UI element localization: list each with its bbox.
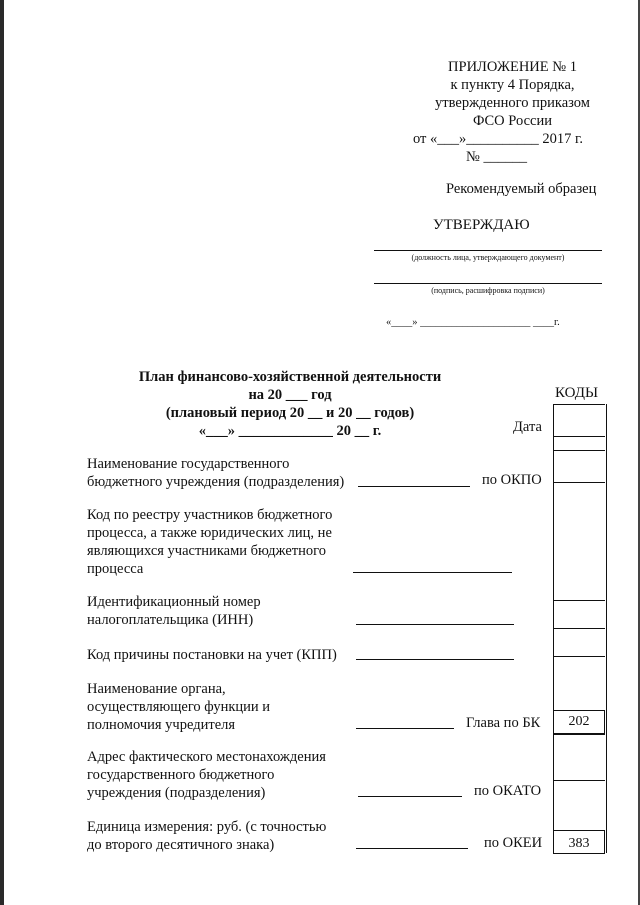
codes-header: КОДЫ — [555, 385, 599, 401]
organ-label: Наименование органа, — [87, 681, 226, 697]
approve-title: УТВЕРЖДАЮ — [433, 217, 530, 233]
address-label: учреждения (подразделения) — [87, 785, 266, 801]
plan-title: План финансово-хозяйственной деятельности — [138, 369, 442, 385]
plan-year: на 20 ___ год — [248, 387, 332, 403]
plan-date: «___» _____________ 20 __ г. — [198, 423, 382, 439]
okei-code-value: 383 — [553, 830, 605, 854]
address-label: государственного бюджетного — [87, 767, 275, 783]
codes-rule — [553, 450, 605, 451]
registry-label: являющихся участниками бюджетного — [87, 543, 326, 559]
registry-label: процесса, а также юридических лиц, не — [87, 525, 332, 541]
codes-rule — [553, 656, 605, 657]
unit-label: Единица измерения: руб. (с точностью — [87, 819, 327, 835]
registry-input-line[interactable] — [353, 572, 512, 573]
codes-rule — [553, 780, 605, 781]
appendix-date: от «___»__________ 2017 г. — [413, 131, 583, 147]
codes-rule — [553, 436, 605, 437]
page-left-edge — [0, 0, 4, 905]
inn-label: налогоплательщика (ИНН) — [87, 612, 254, 628]
org-name-input-line[interactable] — [358, 486, 470, 487]
codes-rule — [553, 628, 605, 629]
org-name-label: Наименование государственного — [87, 456, 290, 472]
okato-label: по ОКАТО — [474, 783, 542, 799]
plan-period: (плановый период 20 __ и 20 __ годов) — [165, 405, 415, 421]
organ-label: полномочия учредителя — [87, 717, 236, 733]
codes-rule — [553, 734, 605, 735]
signature-caption: (подпись, расшифровка подписи) — [431, 286, 545, 295]
kpp-input-line[interactable] — [356, 659, 514, 660]
appendix-line: утвержденного приказом — [435, 95, 590, 111]
org-name-label: бюджетного учреждения (подразделения) — [87, 474, 345, 490]
appendix-title: ПРИЛОЖЕНИЕ № 1 — [448, 59, 577, 75]
codes-rule — [553, 600, 605, 601]
sample-label: Рекомендуемый образец — [446, 181, 597, 197]
appendix-number: № ______ — [466, 149, 527, 165]
registry-label: Код по реестру участников бюджетного — [87, 507, 333, 523]
address-input-line[interactable] — [358, 796, 462, 797]
glava-label: Глава по БК — [466, 715, 541, 731]
glava-code-value: 202 — [553, 710, 605, 734]
inn-input-line[interactable] — [356, 624, 514, 625]
approve-date: «____» _____________________ ____г. — [386, 317, 560, 328]
position-line — [374, 250, 602, 251]
organ-label: осуществляющего функции и — [87, 699, 271, 715]
position-caption: (должность лица, утверждающего документ) — [411, 253, 565, 262]
unit-input-line[interactable] — [356, 848, 468, 849]
signature-line — [374, 283, 602, 284]
unit-label: до второго десятичного знака) — [87, 837, 275, 853]
registry-label: процесса — [87, 561, 144, 577]
address-label: Адрес фактического местонахождения — [87, 749, 326, 765]
kpp-label: Код причины постановки на учет (КПП) — [87, 647, 337, 663]
codes-rule — [553, 482, 605, 483]
codes-rule — [553, 404, 605, 405]
date-label: Дата — [513, 419, 542, 435]
organ-input-line[interactable] — [356, 728, 454, 729]
appendix-line: ФСО России — [473, 113, 552, 129]
appendix-line: к пункту 4 Порядка, — [450, 77, 575, 93]
inn-label: Идентификационный номер — [87, 594, 261, 610]
okei-label: по ОКЕИ — [484, 835, 543, 851]
okpo-label: по ОКПО — [482, 472, 542, 488]
